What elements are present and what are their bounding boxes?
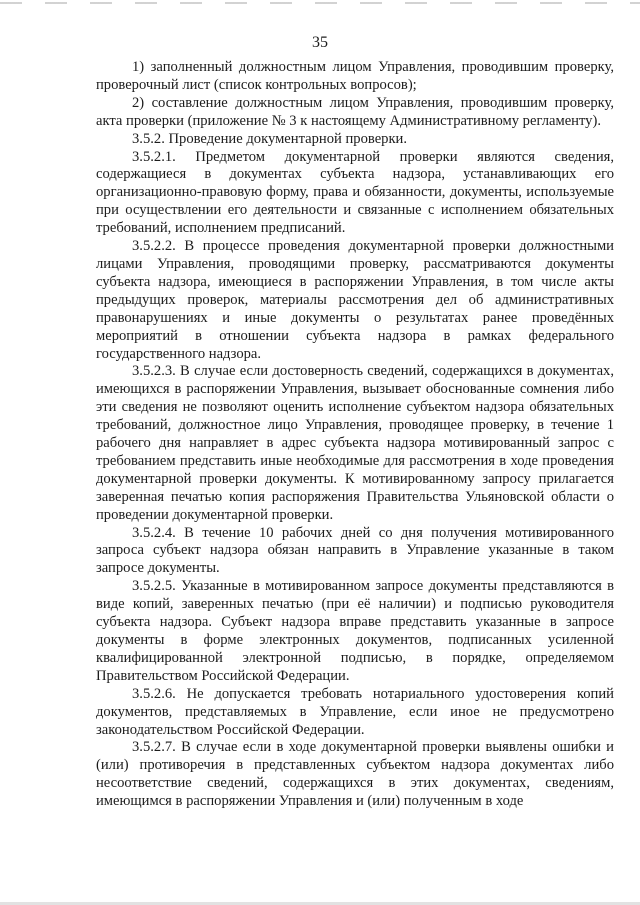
paragraph-3-5-2-4: 3.5.2.4. В течение 10 рабочих дней со дня получения мотивированного запроса субъект надзора обязан направить в Управление указанные в таком запросе документы.	[96, 524, 614, 577]
document-body	[96, 59, 614, 811]
scan-edge-artifact	[0, 2, 640, 4]
paragraph-3-5-2-5: 3.5.2.5. Указанные в мотивированном запросе документы представляются в виде копий, заверенных печатью (при её наличии) и подписью руководителя субъекта надзора. Субъект надзора вправе представить указанные в запросе документы в форме электронных документов, подписанных усиленной квалифицированной электронной подписью, в порядке, определяемом Правительством Российской Федерации.	[96, 578, 614, 684]
paragraph-item-1: 1) заполненный должностным лицом Управления, проводившим проверку, проверочный лист (список контрольных вопросов);	[96, 59, 614, 93]
paragraph-3-5-2-2: 3.5.2.2. В процессе проведения документарной проверки должностными лицами Управления, проводящими проверку, рассматриваются документы субъекта надзора, имеющиеся в распоряжении Управления, в том числе акты предыдущих проверок, материалы рассмотрения дел об административных правонарушениях и иные документы о результатах ранее проведённых мероприятий в отношении субъекта надзора в рамках федерального государственного надзора.	[96, 238, 614, 362]
page-number: 35	[312, 34, 328, 51]
section-heading-3-5-2: 3.5.2. Проведение документарной проверки.	[132, 130, 408, 147]
paragraph-3-5-2-6: 3.5.2.6. Не допускается требовать нотариального удостоверения копий документов, представляемых в Управление, если иное не предусмотрено законодательством Российской Федерации.	[96, 685, 614, 738]
paragraph-item-2: 2) составление должностным лицом Управления, проводившим проверку, акта проверки (приложение № 3 к настоящему Административному регламенту).	[96, 94, 614, 129]
paragraph-3-5-2-1: 3.5.2.1. Предметом документарной проверки являются сведения, содержащиеся в документах субъекта надзора, устанавливающих его организационно-правовую форму, права и обязанности, документы, используемые при осуществлении его деятельности и связанные с исполнением обязательных требований, исполнением предписаний.	[96, 148, 614, 237]
paragraph-3-5-2-7: 3.5.2.7. В случае если в ходе документарной проверки выявлены ошибки и (или) противоречия в представленных субъектом надзора документах либо несоответствие сведений, содержащихся в этих документах, сведениям, имеющимся в распоряжении Управления и (или) полученным в ходе	[96, 739, 614, 810]
paragraph-3-5-2-3: 3.5.2.3. В случае если достоверность сведений, содержащихся в документах, имеющихся в распоряжении Управления, вызывает обоснованные сомнения либо эти сведения не позволяют оценить исполнение субъектом надзора обязательных требований, должностное лицо Управления, проводящее проверку, в течение 1 рабочего дня направляет в адрес субъекта надзора мотивированный запрос с требованием представить иные необходимые для рассмотрения в ходе проведения документарной проверки документы. К мотивированному запросу прилагается заверенная печатью копия распоряжения Правительства Ульяновской области о проведении документарной проверки.	[96, 363, 614, 523]
